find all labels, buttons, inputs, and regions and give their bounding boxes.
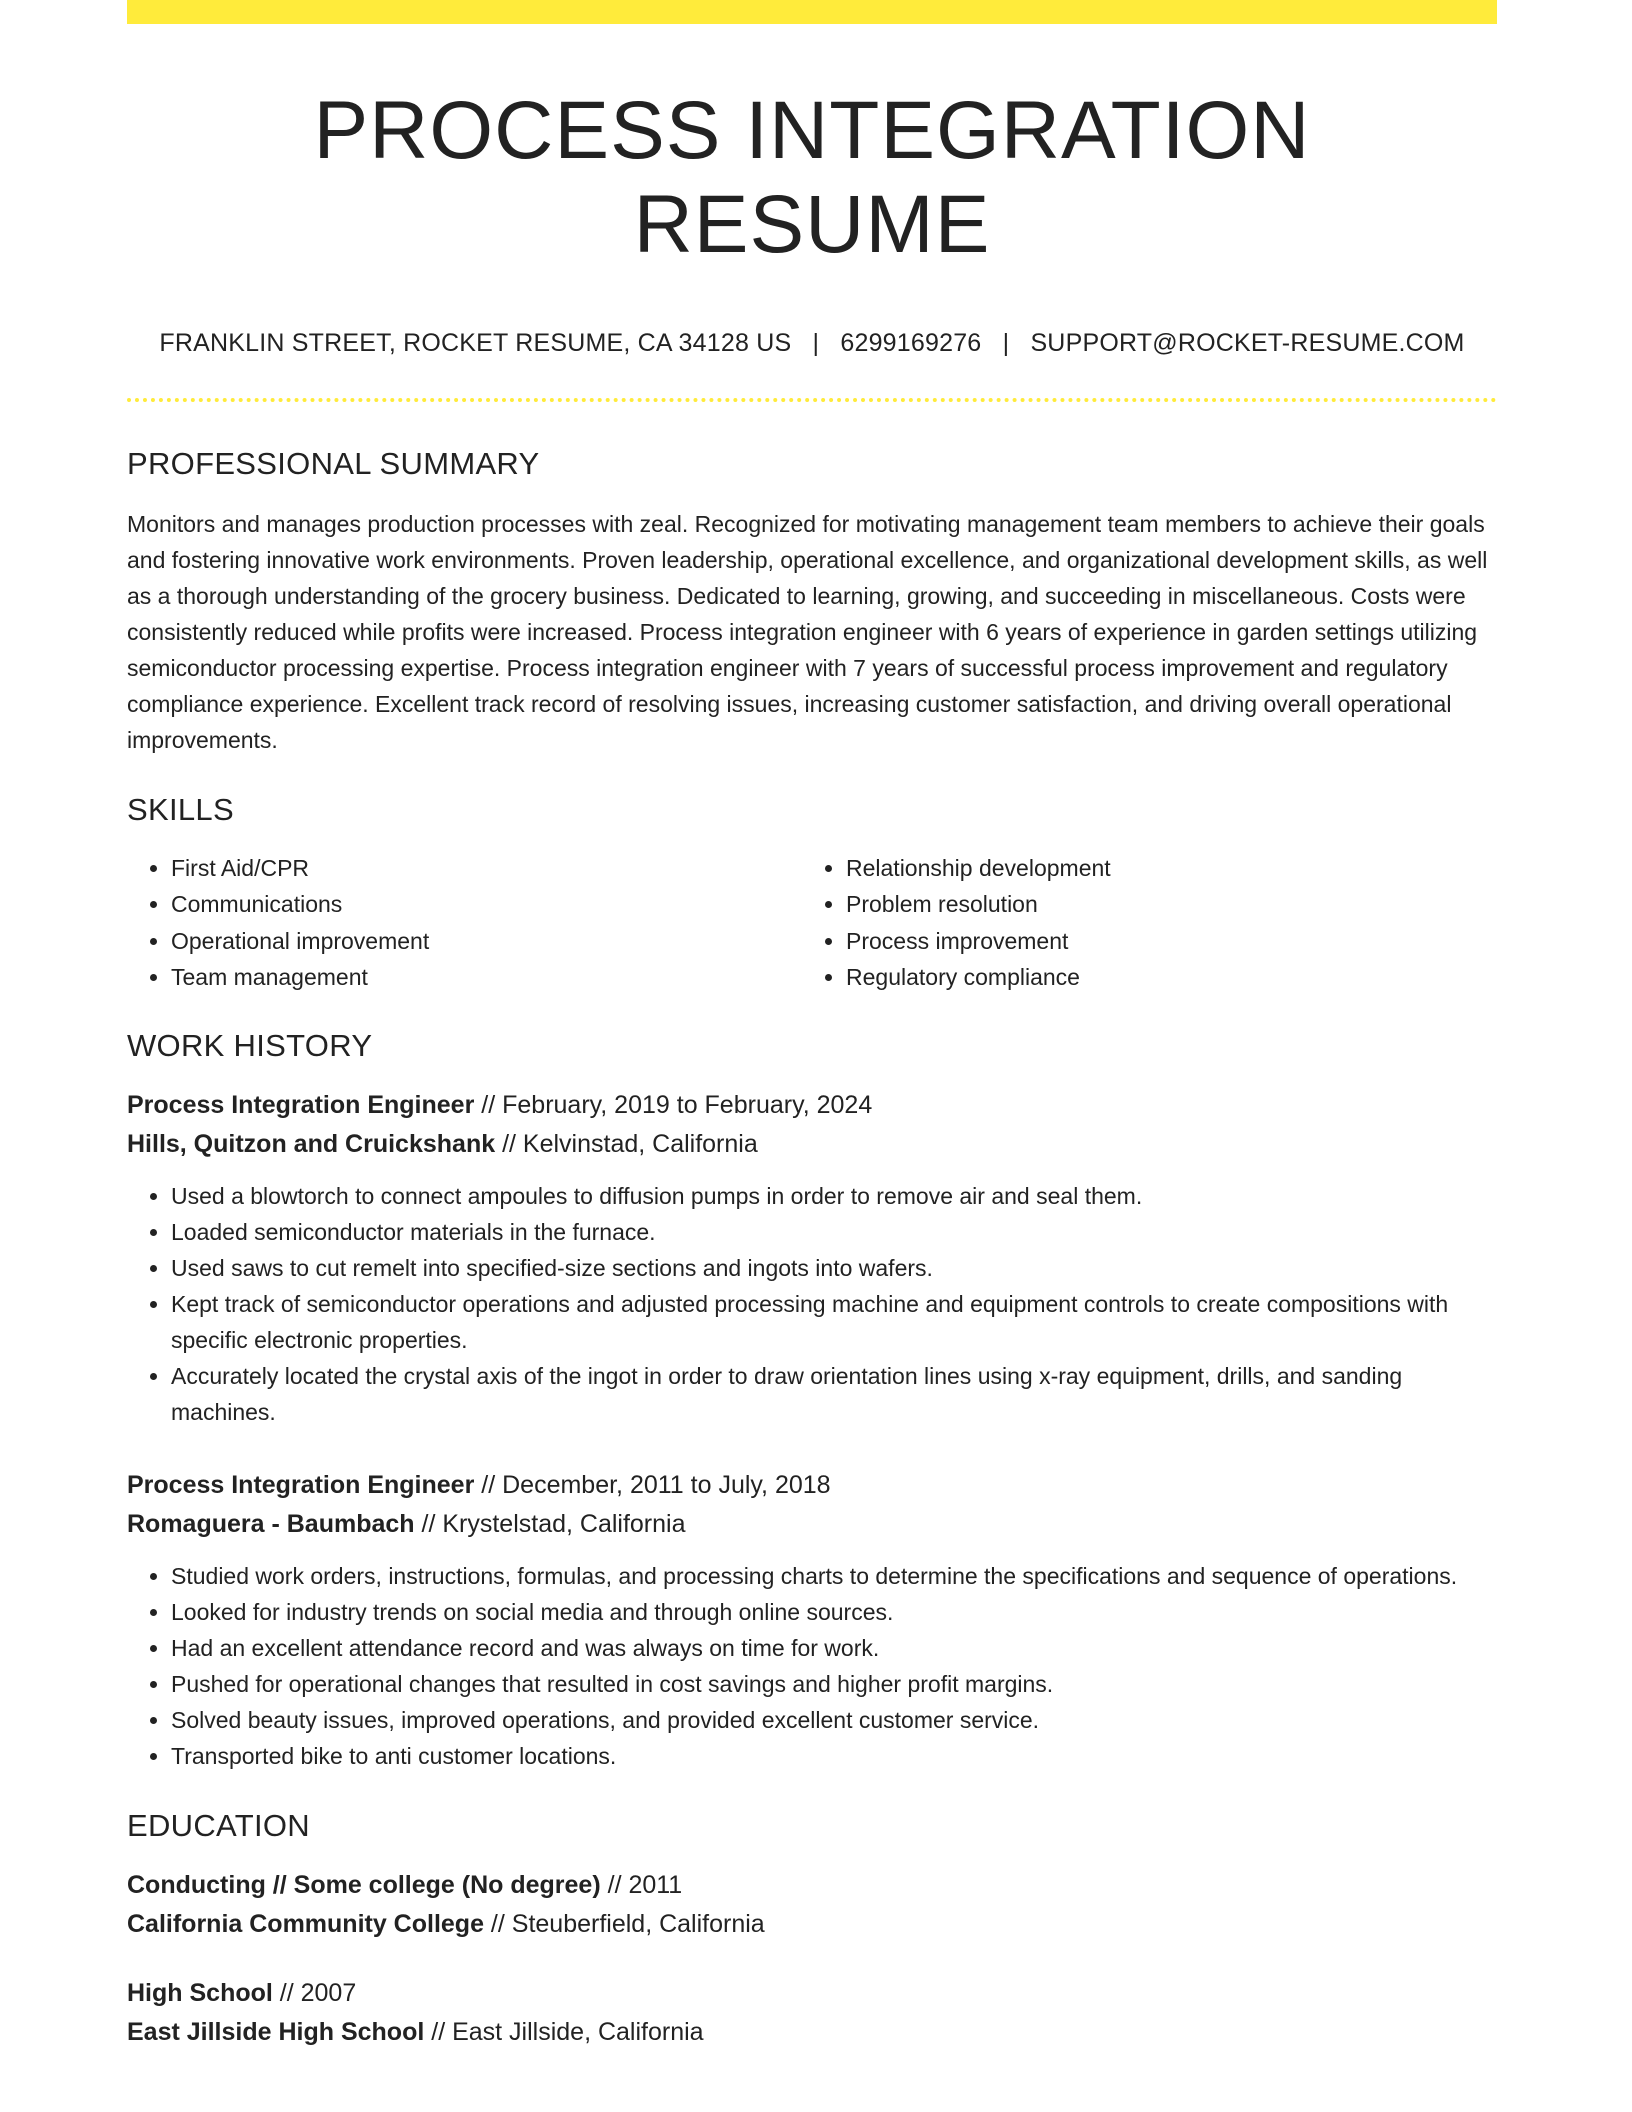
- skill-item: • First Aid/CPR: [171, 850, 802, 887]
- job-location: // Krystelstad, California: [414, 1509, 686, 1538]
- contact-line: [127, 329, 1497, 358]
- section-title-summary: PROFESSIONAL SUMMARY: [127, 445, 540, 481]
- summary-text: Monitors and manages production processes with zeal. Recognized for motivating management team members to achieve their goals and fostering innovative work environments. Proven leadership, operational excellence, and organizational development skills, as well as a thorough understanding of the grocery business. Dedicated to learning, growing, and succeeding in miscellaneous. Costs were consistently reduced while profits were increased. Process integration engineer with 6 years of experience in garden settings utilizing semiconductor processing expertise. Process integration engineer with 7 years of successful process improvement and regulatory compliance experience. Excellent track record of resolving issues, increasing customer satisfaction, and driving overall operational improvements.: [127, 510, 1488, 753]
- job-location: // Kelvinstad, California: [495, 1129, 758, 1158]
- job-bullet: • Used saws to cut remelt into specified-size sections and ingots into wafers.: [171, 1250, 1497, 1286]
- education-entry: [127, 1974, 1497, 2052]
- job-role-line: [127, 1466, 1497, 1505]
- job-entry: [127, 1466, 1497, 1774]
- education-degree: High School: [127, 1978, 273, 2007]
- job-bullet: • Studied work orders, instructions, formulas, and processing charts to determine the specifications and sequence of operations.: [171, 1558, 1497, 1594]
- education-school-line: [127, 2013, 1497, 2052]
- job-company: Romaguera - Baumbach: [127, 1509, 415, 1538]
- job-role: Process Integration Engineer: [127, 1090, 475, 1119]
- skill-item: • Problem resolution: [846, 886, 1477, 923]
- job-bullets: [127, 1558, 1497, 1774]
- job-bullet: • Pushed for operational changes that resulted in cost savings and higher profit margins.: [171, 1666, 1497, 1702]
- skill-item: • Communications: [171, 886, 802, 923]
- skill-item: • Regulatory compliance: [846, 959, 1477, 996]
- skill-item: • Relationship development: [846, 850, 1477, 887]
- skill-item: • Process improvement: [846, 923, 1477, 960]
- section-title-work-history: WORK HISTORY: [127, 1027, 373, 1063]
- contact-email: SUPPORT@ROCKET-RESUME.COM: [1030, 328, 1465, 357]
- education-location: // Steuberfield, California: [483, 1909, 765, 1938]
- skill-item: • Team management: [171, 959, 802, 996]
- job-role-line: [127, 1086, 1497, 1125]
- skill-item: • Operational improvement: [171, 923, 802, 960]
- job-bullet: • Used a blowtorch to connect ampoules to diffusion pumps in order to remove air and seal them.: [171, 1178, 1497, 1214]
- job-dates: // February, 2019 to February, 2024: [474, 1090, 873, 1119]
- education-school-line: [127, 1905, 1497, 1944]
- skills-list: [127, 850, 1497, 996]
- job-dates: // December, 2011 to July, 2018: [474, 1470, 831, 1499]
- job-company-line: [127, 1125, 1497, 1164]
- resume-title: PROCESS INTEGRATION RESUME: [313, 85, 1311, 271]
- contact-phone: 6299169276: [840, 328, 982, 357]
- education-degree-line: [127, 1866, 1497, 1905]
- education-school: East Jillside High School: [127, 2017, 425, 2046]
- contact-separator: |: [1002, 328, 1010, 357]
- contact-address: FRANKLIN STREET, ROCKET RESUME, CA 34128 US: [159, 328, 792, 357]
- job-bullet: • Had an excellent attendance record and was always on time for work.: [171, 1630, 1497, 1666]
- job-entry: [127, 1086, 1497, 1430]
- section-title-skills: SKILLS: [127, 791, 234, 827]
- section-title-education: EDUCATION: [127, 1807, 310, 1843]
- education-degree: Conducting // Some college (No degree): [127, 1870, 601, 1899]
- skills-column-right: [802, 850, 1477, 996]
- education-degree-line: [127, 1974, 1497, 2013]
- job-bullet: • Looked for industry trends on social media and through online sources.: [171, 1594, 1497, 1630]
- education-location: // East Jillside, California: [424, 2017, 704, 2046]
- job-company-line: [127, 1505, 1497, 1544]
- header-divider: [127, 398, 1497, 402]
- job-bullet: • Accurately located the crystal axis of the ingot in order to draw orientation lines using x-ray equipment, drills, and sanding machines.: [171, 1358, 1497, 1430]
- job-company: Hills, Quitzon and Cruickshank: [127, 1129, 496, 1158]
- top-accent-bar: [127, 0, 1497, 24]
- contact-separator: |: [812, 328, 820, 357]
- education-school: California Community College: [127, 1909, 484, 1938]
- education-year: // 2011: [600, 1870, 683, 1899]
- job-bullets: [127, 1178, 1497, 1430]
- job-bullet: • Solved beauty issues, improved operations, and provided excellent customer service.: [171, 1702, 1497, 1738]
- job-bullet: • Kept track of semiconductor operations and adjusted processing machine and equipment controls to create compositions with specific electronic properties.: [171, 1286, 1497, 1358]
- job-bullet: • Transported bike to anti customer locations.: [171, 1738, 1497, 1774]
- resume-page: [127, 0, 1497, 2052]
- education-year: // 2007: [272, 1978, 357, 2007]
- skills-column-left: [127, 850, 802, 996]
- job-bullet: • Loaded semiconductor materials in the furnace.: [171, 1214, 1497, 1250]
- job-role: Process Integration Engineer: [127, 1470, 475, 1499]
- education-entry: [127, 1866, 1497, 1944]
